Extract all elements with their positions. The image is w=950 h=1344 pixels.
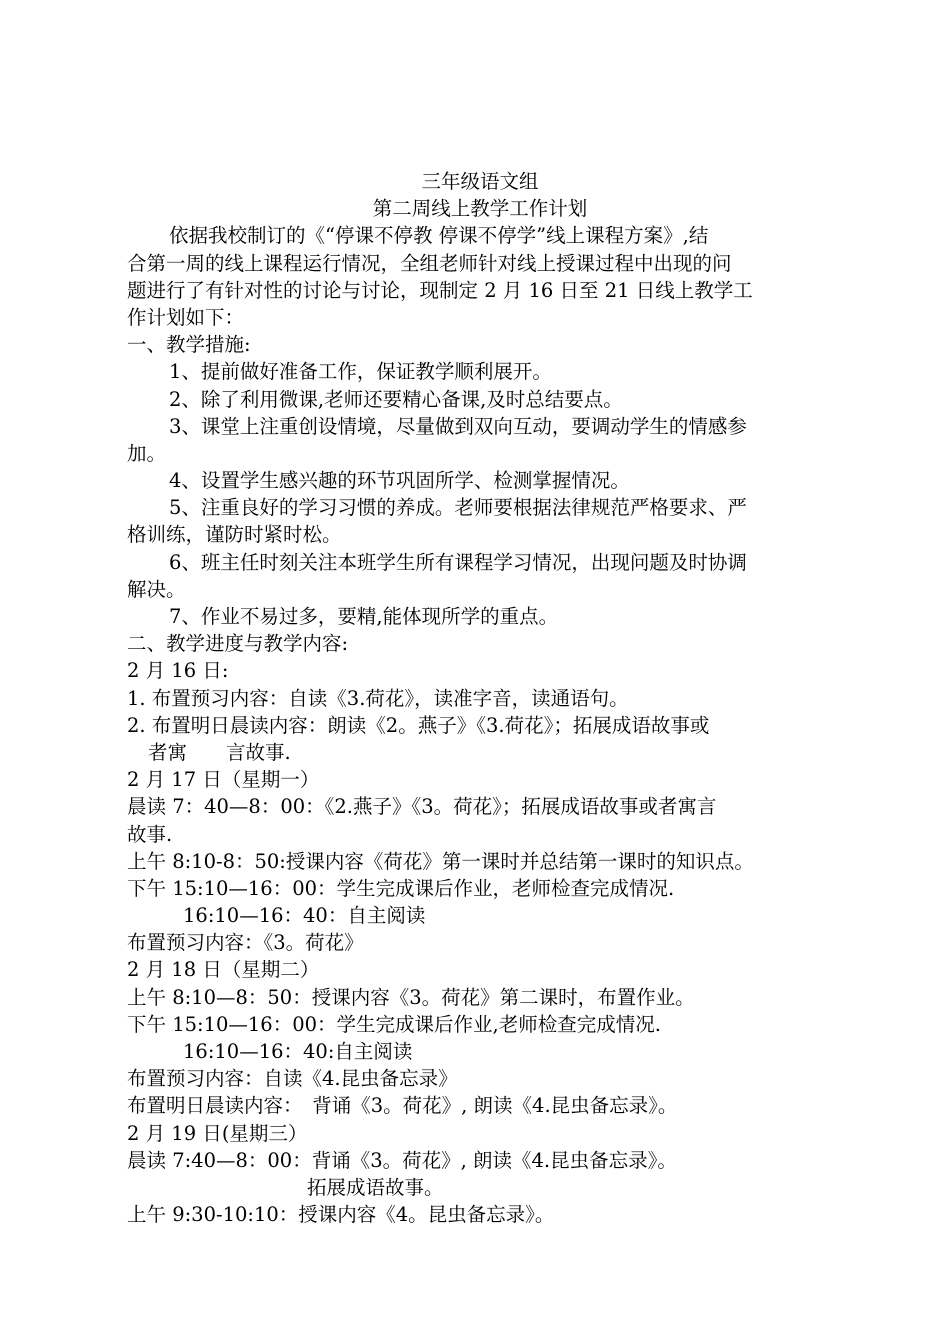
schedule-line: 上午 9:30-10:10：授课内容《4。昆虫备忘录》。 — [127, 1203, 555, 1227]
schedule-line: 16:10—16：40:自主阅读 — [183, 1040, 413, 1063]
schedule-date: 2 月 18 日（星期二） — [127, 958, 320, 982]
intro-line: 作计划如下： — [127, 305, 245, 329]
schedule-line: 故事. — [127, 822, 173, 846]
schedule-line: 布置明日晨读内容： 背诵《3。荷花》, 朗读《4.昆虫备忘录》。 — [127, 1094, 678, 1118]
schedule-line: 晨读 7:40—8：00：背诵《3。荷花》, 朗读《4.昆虫备忘录》。 — [127, 1148, 677, 1172]
section-heading-measures: 一、教学措施: — [127, 333, 251, 357]
measure-item-continued: 解决。 — [127, 577, 186, 601]
measure-item: 1、提前做好准备工作，保证教学顺利展开。 — [169, 360, 552, 384]
schedule-line: 上午 8:10—8：50：授课内容《3。荷花》第二课时，布置作业。 — [127, 985, 695, 1009]
document-title-group: 三年级语文组 — [421, 170, 539, 193]
section-heading-schedule: 二、教学进度与教学内容: — [127, 632, 349, 656]
schedule-line: 下午 15:10—16：00：学生完成课后作业，老师检查完成情况. — [127, 876, 675, 900]
measure-item-continued: 加。 — [127, 441, 167, 465]
document-title-plan: 第二周线上教学工作计划 — [372, 197, 588, 221]
measure-item: 6、班主任时刻关注本班学生所有课程学习情况，出现问题及时协调 — [169, 550, 747, 574]
intro-line: 合第一周的线上课程运行情况，全组老师针对线上授课过程中出现的问 — [127, 251, 732, 275]
schedule-line: 布置预习内容：《3。荷花》 — [127, 931, 364, 955]
schedule-line: 拓展成语故事。 — [307, 1175, 444, 1199]
measure-item: 7、作业不易过多，要精,能体现所学的重点。 — [169, 605, 559, 628]
schedule-line: 布置预习内容：自读《4.昆虫备忘录》 — [127, 1067, 458, 1091]
schedule-date: 2 月 16 日: — [127, 659, 229, 683]
measure-item: 4、设置学生感兴趣的环节巩固所学、检测掌握情况。 — [169, 469, 630, 493]
schedule-line: 下午 15:10—16：00：学生完成课后作业,老师检查完成情况. — [127, 1012, 661, 1036]
intro-line: 题进行了有针对性的讨论与讨论，现制定 2 月 16 日至 21 日线上教学工 — [127, 278, 753, 302]
document-body — [127, 168, 833, 1228]
measure-item: 5、注重良好的学习习惯的养成。老师要根据法律规范严格要求、严 — [169, 496, 747, 520]
schedule-line: 者寓 言故事. — [148, 740, 291, 764]
intro-line: 依据我校制订的《“停课不停教 停课不停学”线上课程方案》,结 — [169, 224, 709, 248]
schedule-line: 2. 布置明日晨读内容：朗读《2。燕子》《3.荷花》；拓展成语故事或 — [127, 713, 710, 737]
schedule-line: 晨读 7：40—8：00：《2.燕子》《3。荷花》；拓展成语故事或者寓言 — [127, 795, 717, 819]
measure-item-continued: 格训练，谨防时紧时松。 — [127, 523, 342, 547]
schedule-line: 16:10—16：40：自主阅读 — [183, 904, 426, 928]
schedule-line: 1. 布置预习内容：自读《3.荷花》，读准字音，读通语句。 — [127, 686, 629, 710]
measure-item: 3、课堂上注重创设情境，尽量做到双向互动，要调动学生的情感参 — [169, 414, 747, 438]
measure-item: 2、除了利用微课,老师还要精心备课,及时总结要点。 — [169, 387, 623, 411]
schedule-date: 2 月 19 日(星期三） — [127, 1121, 308, 1145]
schedule-line: 上午 8:10-8：50:授课内容《荷花》第一课时并总结第一课时的知识点。 — [127, 849, 754, 873]
schedule-date: 2 月 17 日（星期一） — [127, 768, 320, 792]
